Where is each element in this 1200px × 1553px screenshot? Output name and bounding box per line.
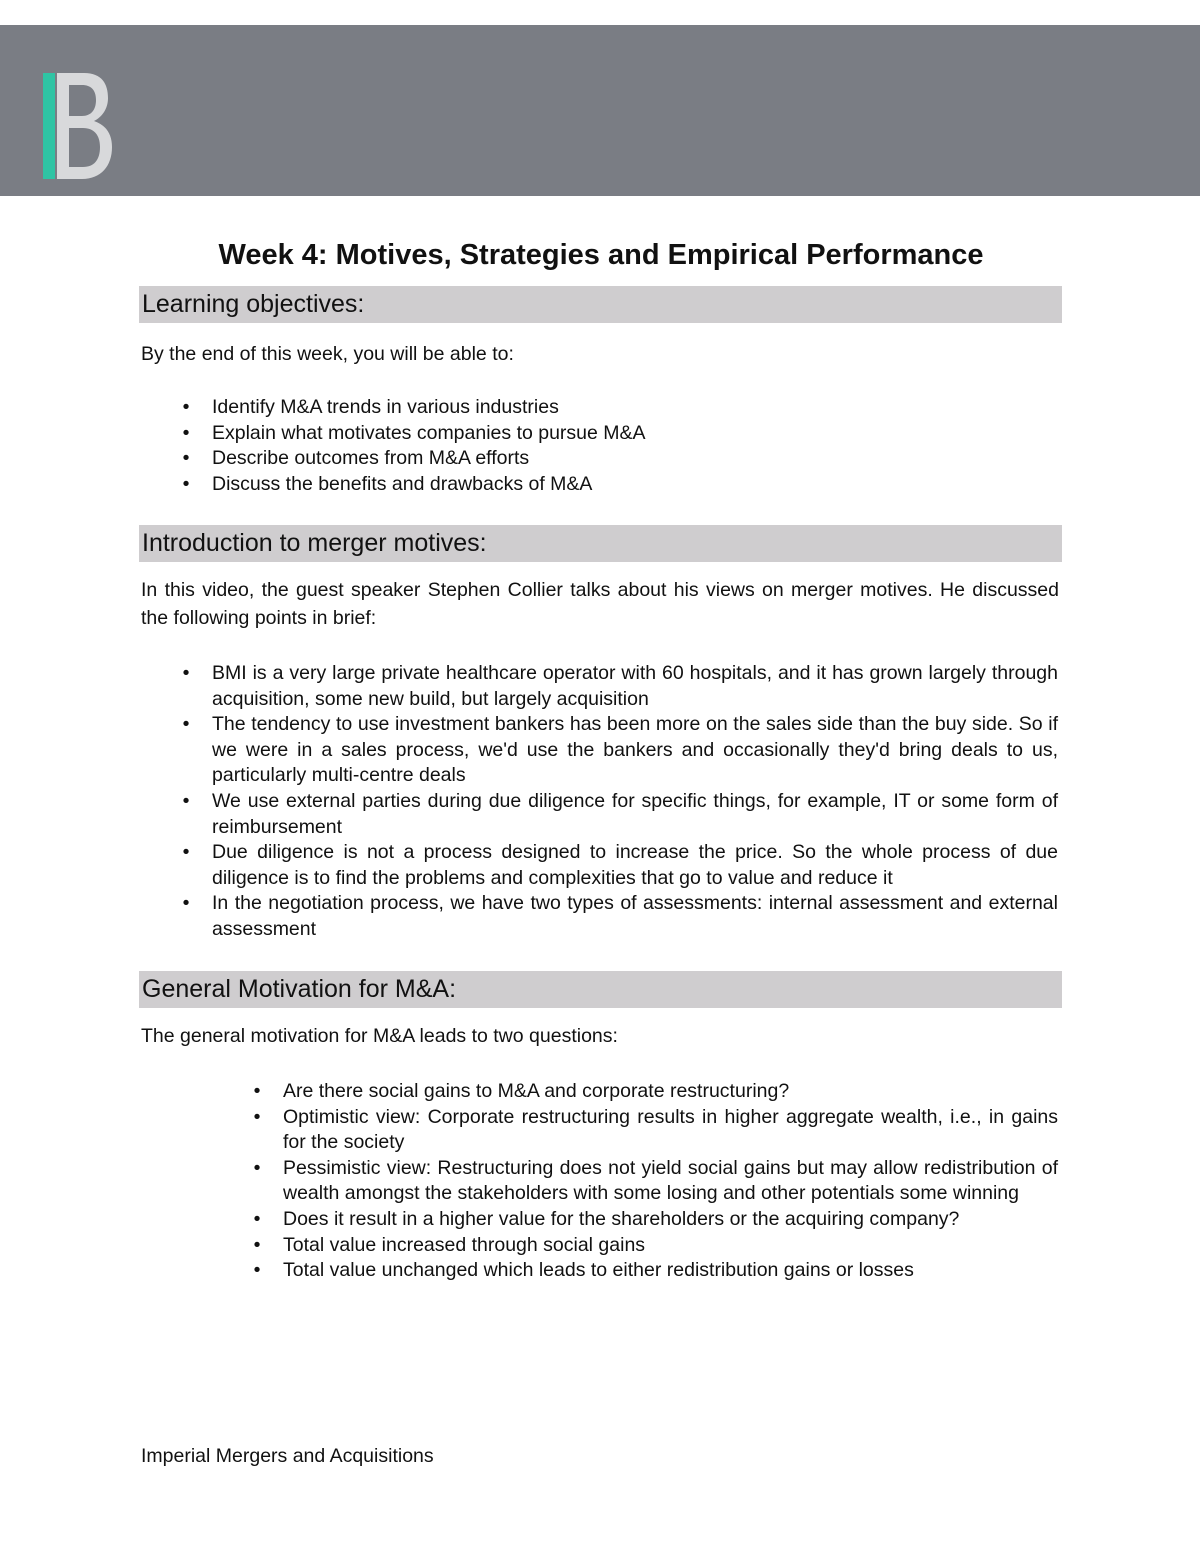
brand-logo-icon — [40, 71, 115, 181]
list-item: • Pessimistic view: Restructuring does not yield social gains but may allow redistribution of wealth amongst the stakeholders with some losing and other potentials some winning — [283, 1156, 1058, 1207]
list-item: • We use external parties during due diligence for specific things, for example, IT or some form of reimbursement — [212, 789, 1058, 840]
bullet-icon: • — [253, 1259, 261, 1282]
bullet-icon: • — [182, 421, 190, 444]
general-motivation-intro-text: The general motivation for M&A leads to two questions: — [141, 1025, 618, 1047]
list-item: • Are there social gains to M&A and corporate restructuring? — [283, 1079, 1058, 1105]
general-motivation-list — [253, 1079, 1058, 1284]
bullet-icon: • — [182, 472, 190, 495]
learning-intro-text: By the end of this week, you will be able to: — [141, 343, 514, 365]
list-item: • Does it result in a higher value for the shareholders or the acquiring company? — [283, 1207, 1058, 1233]
list-item: • BMI is a very large private healthcare operator with 60 hospitals, and it has grown largely through acquisition, some new build, but largely acquisition — [212, 661, 1058, 712]
list-item: • Describe outcomes from M&A efforts — [212, 446, 692, 472]
list-item: • Explain what motivates companies to pursue M&A — [212, 421, 692, 447]
bullet-icon: • — [182, 713, 190, 736]
bullet-icon: • — [182, 396, 190, 418]
bullet-icon: • — [182, 892, 190, 915]
list-item: • Optimistic view: Corporate restructuring results in higher aggregate wealth, i.e., in gains for the society — [283, 1105, 1058, 1156]
document-title: Week 4: Motives, Strategies and Empirical Performance — [218, 239, 984, 271]
list-item: • Total value unchanged which leads to either redistribution gains or losses — [283, 1258, 1058, 1284]
bullet-icon: • — [253, 1156, 261, 1179]
bullet-icon: • — [182, 447, 190, 470]
section-heading-merger-motives: Introduction to merger motives: — [139, 525, 1062, 562]
section-heading-learning-objectives: Learning objectives: — [139, 286, 1062, 323]
bullet-icon: • — [182, 662, 190, 684]
bullet-icon: • — [253, 1207, 261, 1230]
bullet-icon: • — [182, 841, 190, 864]
page-footer: Imperial Mergers and Acquisitions — [141, 1445, 434, 1467]
bullet-icon: • — [253, 1233, 261, 1256]
merger-motives-list — [182, 661, 1058, 943]
bullet-icon: • — [253, 1080, 261, 1102]
list-item: • In the negotiation process, we have two types of assessments: internal assessment and external assessment — [212, 891, 1058, 942]
bullet-icon: • — [253, 1105, 261, 1128]
header-banner — [0, 25, 1200, 196]
merger-motives-intro-text: In this video, the guest speaker Stephen Collier talks about his views on merger motives. He discussed the following points in brief: — [141, 579, 1059, 629]
list-item: • Discuss the benefits and drawbacks of M&A — [212, 472, 692, 498]
list-item: • The tendency to use investment bankers has been more on the sales side than the buy side. So if we were in a sales process, we'd use the bankers and occasionally they'd bring deals to us, particularly multi-centre deals — [212, 712, 1058, 789]
list-item: • Identify M&A trends in various industries — [212, 395, 692, 421]
list-item: • Total value increased through social gains — [283, 1233, 1058, 1259]
section-heading-general-motivation: General Motivation for M&A: — [139, 971, 1062, 1008]
bullet-icon: • — [182, 789, 190, 812]
learning-objectives-list — [182, 395, 692, 497]
list-item: • Due diligence is not a process designed to increase the price. So the whole process of due diligence is to find the problems and complexities that go to value and reduce it — [212, 840, 1058, 891]
